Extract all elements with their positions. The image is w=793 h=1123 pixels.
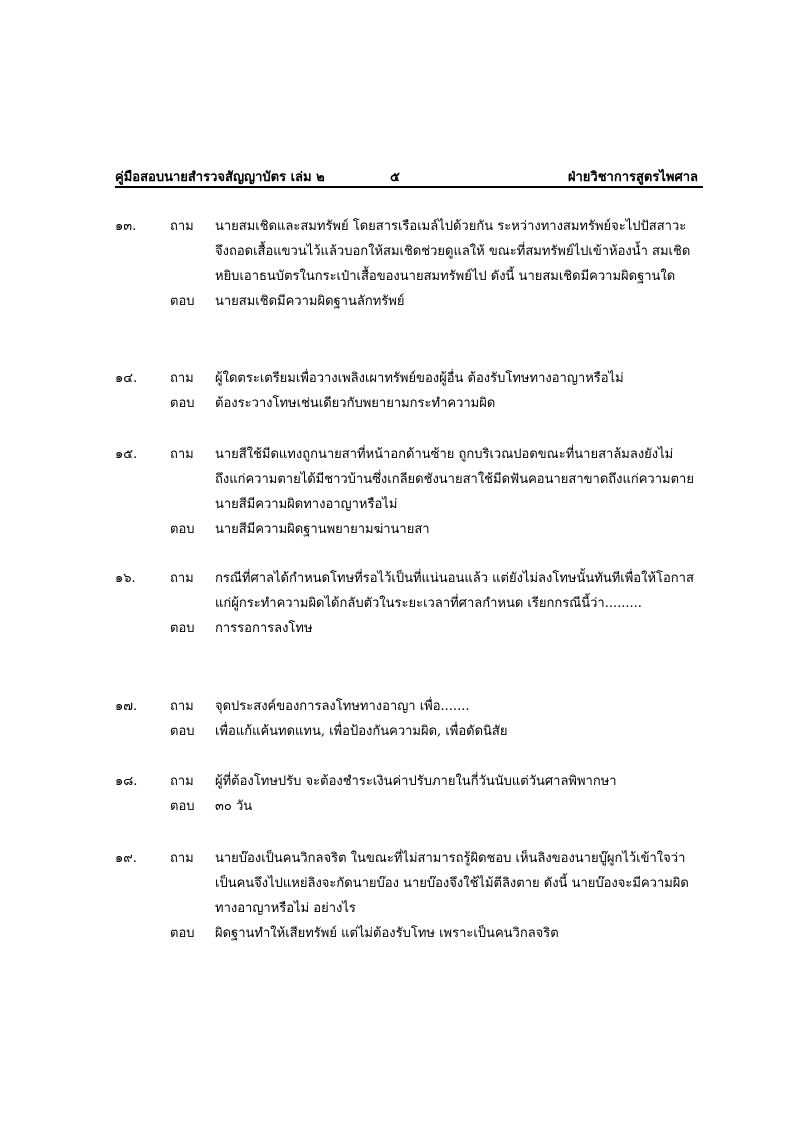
answer-label: ตอบ	[170, 294, 195, 309]
question-label: ถาม	[170, 447, 194, 462]
question-row	[115, 566, 705, 616]
question-row	[115, 214, 705, 289]
answer-row	[115, 517, 705, 542]
answer-label: ตอบ	[170, 799, 195, 814]
item-number: ๑๕.	[115, 447, 138, 462]
question-text: ผู้ที่ต้องโทษปรับ จะต้องชำระเงินค่าปรับภายในกี่วันนับแต่วันศาลพิพากษา	[215, 774, 617, 789]
qa-item	[115, 442, 705, 542]
item-number: ๑๔.	[115, 371, 138, 386]
answer-text: ต้องระวางโทษเช่นเดียวกับพยายามกระทำความผิด	[215, 396, 496, 411]
qa-item	[115, 694, 705, 744]
answer-label: ตอบ	[170, 522, 195, 537]
question-label: ถาม	[170, 219, 194, 234]
item-number: ๑๗.	[115, 699, 138, 714]
qa-item	[115, 846, 705, 946]
answer-label: ตอบ	[170, 621, 195, 636]
question-row	[115, 769, 705, 794]
item-number: ๑๓.	[115, 219, 137, 234]
question-text: นายสีใช้มีดแทงถูกนายสาที่หน้าอกด้านซ้าย ถูกบริเวณปอดขณะที่นายสาล้มลงยังไม่ถึงแก่ความตายได้มีชาวบ้านซึ่งเกลียดชังนายสาใช้มีดฟันคอนายสาขาดถึงแก่ความตาย นายสีมีความผิดทางอาญาหรือไม่	[215, 447, 694, 512]
answer-text: ผิดฐานทำให้เสียทรัพย์ แต่ไม่ต้องรับโทษ เพราะเป็นคนวิกลจริต	[215, 926, 559, 941]
answer-label: ตอบ	[170, 396, 195, 411]
item-number: ๑๖.	[115, 571, 136, 586]
question-text: กรณีที่ศาลได้กำหนดโทษที่รอไว้เป็นที่แน่นอนแล้ว แต่ยังไม่ลงโทษนั้นทันทีเพื่อให้โอกาสแก่ผู้กระทำความผิดได้กลับตัวในระยะเวลาที่ศาลกำหนด เรียกกรณีนี้ว่า.........	[215, 571, 694, 611]
answer-row	[115, 719, 705, 744]
answer-text: นายสีมีความผิดฐานพยายามฆ่านายสา	[215, 522, 430, 537]
question-text: จุดประสงค์ของการลงโทษทางอาญา เพื่อ.......	[215, 699, 470, 714]
answer-text: ๓๐ วัน	[215, 799, 253, 814]
question-row	[115, 846, 705, 921]
question-label: ถาม	[170, 699, 194, 714]
answer-row	[115, 794, 705, 819]
header-title: คู่มือสอบนายสำรวจสัญญาบัตร เล่ม ๒	[115, 170, 325, 185]
question-text: นายสมเชิดและสมทรัพย์ โดยสารเรือเมล์ไปด้วยกัน ระหว่างทางสมทรัพย์จะไปปัสสาวะ จึงถอดเสื้อแขวนไว้แล้วบอกให้สมเชิดช่วยดูแลให้ ขณะที่สมทรัพย์ไปเข้าห้องน้ำ สมเชิดหยิบเอาธนบัตรในกระเป๋าเสื้อของนายสมทรัพย์ไป ดังนี้ นายสมเชิดมีความผิดฐานใด	[215, 219, 691, 284]
qa-item	[115, 366, 705, 416]
item-number: ๑๙.	[115, 851, 137, 866]
qa-item	[115, 214, 705, 314]
qa-item	[115, 566, 705, 641]
question-label: ถาม	[170, 371, 194, 386]
answer-text: เพื่อแก้แค้นทดแทน, เพื่อป้องกันความผิด, เพื่อดัดนิสัย	[215, 724, 508, 739]
answer-row	[115, 616, 705, 641]
question-label: ถาม	[170, 571, 194, 586]
answer-label: ตอบ	[170, 926, 195, 941]
question-row	[115, 442, 705, 517]
answer-text: การรอการลงโทษ	[215, 621, 313, 636]
question-text: ผู้ใดตระเตรียมเพื่อวางเพลิงเผาทรัพย์ของผู้อื่น ต้องรับโทษทางอาญาหรือไม่	[215, 371, 624, 386]
answer-label: ตอบ	[170, 724, 195, 739]
answer-row	[115, 921, 705, 946]
item-number: ๑๘.	[115, 774, 138, 789]
qa-item	[115, 769, 705, 819]
answer-row	[115, 391, 705, 416]
page-header	[115, 166, 698, 188]
question-label: ถาม	[170, 774, 194, 789]
header-divider	[115, 186, 703, 188]
answer-text: นายสมเชิดมีความผิดฐานลักทรัพย์	[215, 294, 405, 309]
question-row	[115, 694, 705, 719]
question-text: นายบ๊องเป็นคนวิกลจริต ในขณะที่ไม่สามารถรู้ผิดชอบ เห็นลิงของนายบู๊ผูกไว้เข้าใจว่าเป็นคนจึงไปแหย่ลิงจะกัดนายบ๊อง นายบ๊องจึงใช้ไม้ตีลิงตาย ดังนี้ นายบ๊องจะมีความผิดทางอาญาหรือไม่ อย่างไร	[215, 851, 689, 916]
header-publisher: ฝ่ายวิชาการสูตรไพศาล	[567, 170, 698, 185]
question-label: ถาม	[170, 851, 194, 866]
question-row	[115, 366, 705, 391]
answer-row	[115, 289, 705, 314]
page-number: ๕	[390, 170, 400, 185]
